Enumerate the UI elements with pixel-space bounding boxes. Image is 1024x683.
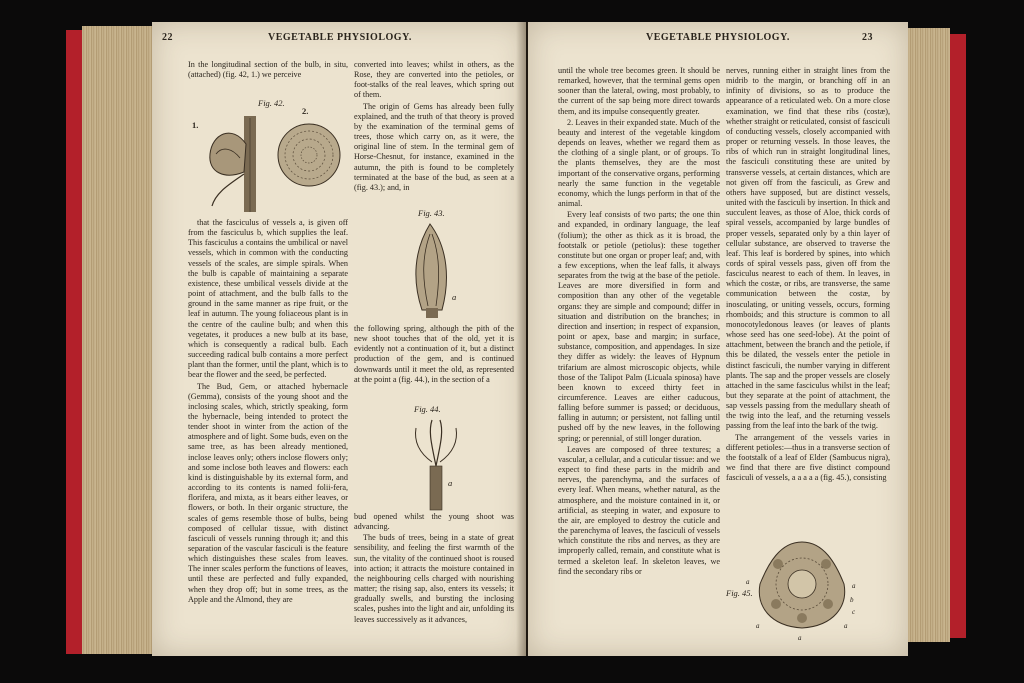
right-page (528, 22, 908, 656)
right-col1-paragraph: until the whole tree becomes green. It should be remarked, however, that the terminal gems open sooner than the lateral, owing, most probably, to the current of the sap being more direct towards them, and its impulse consequently greater. (558, 66, 720, 116)
running-head-left: VEGETABLE PHYSIOLOGY. (268, 32, 412, 43)
left-col1-body (188, 218, 348, 606)
right-col2-body (726, 66, 890, 484)
fig42-label-2: 2. (302, 106, 309, 116)
right-col1-paragraph: 2. Leaves in their expanded state. Much of the beauty and interest of the vegetable kingdom depends on leaves, whether we regard them as the clothing of a single plant, or of groups. To the plants themselves, they are the most important of the conservative organs, performing nearly the same function in the vegetable economy, which the lungs perform in that of the animal. (558, 117, 720, 209)
fig45-caption: Fig. 45. (726, 588, 753, 598)
fig42-label-1: 1. (192, 120, 199, 130)
right-col2-paragraph: The arrangement of the vessels varies in different petioles:—thus in a transverse section of the footstalk of a leaf of Elder (Sambucus nigra), we find that there are five distinct compound fasciculi of vessels, a a a a a (fig. 45.), consisting (726, 432, 890, 483)
left-col2-paragraph: bud opened whilst the young shoot was advancing. (354, 512, 514, 532)
left-col2-paragraph: converted into leaves; whilst in others, as the Rose, they are converted into the petioles, or foot-stalks of the real leaves, which spring out of them. (354, 60, 514, 100)
fig42-caption: Fig. 42. (258, 98, 285, 108)
left-col2-paragraph: The origin of Gems has already been fully explained, and the truth of that theory is proved by the examination of the terminal gems of trees, those which carry on, as it were, the original line of stem. In the terminal gem of Horse-Chesnut, for instance, examined in the autumn, the pith is found to be completely terminated at the base of the bud, as seen at a (fig. 43.); and, in (354, 101, 514, 192)
left-col1-paragraph: The Bud, Gem, or attached hybernacle (Gemma), consists of the young shoot and the inclosing scales, which, strictly speaking, form the hybernacle, being intended to protect the tender shoot in winter from the action of the atmosphere and of light. Some buds, even on the same tree, as has been already mentioned, inclose leaves only; others inclose flowers only; and some inclose both leaves and flowers: each kind is distinguishable by its external form, and according to its contents is named folii-fera, florifera, and mixta, as it bears either leaves, or flowers, or both. In their organic structure, the scales of gems resemble those of bulbs, being composed of cellular tissue, with distinct fasciculi of vessels running through it; and this separation of the vascular fasciculi is the feature which distinguishes these scales from leaves. The inner scales perform the functions of leaves, until these are perfected and fully expanded, when they drop off; but in some trees, as the Apple and the Almond, they are (188, 381, 348, 604)
fig45-label: a (798, 634, 802, 642)
fig45-label: a (756, 622, 760, 630)
page-number-left: 22 (162, 32, 173, 43)
right-col1-paragraph: Leaves are composed of three textures; a vascular, a cellular, and a cuticular tissue: and we expect to find these parts in the midrib and nerves, the parenchyma, and the surfaces of every leaf. When means, whether natural, as the atmosphere, and the moisture contained in it, or artificial, as steeping in water, and exposure to the air, are employed to destroy the cuticle and the parenchyma of leaves, the fasciculi of vessels which constitute the ribs and nerves, as they are improperly called, remain, and constitute what is termed a skeleton leaf. In skeleton leaves, we find the secondary ribs or (558, 444, 720, 576)
running-head-right: VEGETABLE PHYSIOLOGY. (646, 32, 790, 43)
fig44-shoot-illustration (408, 416, 464, 512)
fig43-label-a: a (452, 292, 457, 302)
fig45-petiole-section-illustration (754, 534, 850, 634)
page-edges-right (906, 28, 950, 642)
left-col2-bottom (354, 512, 514, 626)
fig45-label: a (852, 582, 856, 590)
fig45-label: b (850, 596, 854, 604)
right-col1-body (558, 66, 720, 578)
fig44-label-a: a (448, 478, 453, 488)
fig45-label: a (746, 578, 750, 586)
left-col2-mid: the following spring, although the pith of the new shoot touches that of the old, yet it is evidently not a continuation of it, but a distinct production of the gem, and is continued downwards until it meet the old, as represented at the point a (fig. 44.), in the section of a (354, 324, 514, 384)
left-col1-paragraph: that the fasciculus of vessels a, is given off from the fasciculus b, which supplies the leaf. This fasciculus a contains the umbilical or navel vessels, which in common with the conducting vessels of the scales, are simple spirals. When the bulb is capable of maintaining a separate existence, these umbilical vessels divide at the point of attachment, and the bulb falls to the ground in the same manner as ripe fruit, or the leaf in autumn. The young foliaceous plant is in the centre of the cauline bulb; and when this vegetates, it produces a new bulb at its base, which is consequently a radical bulb. Each succeeding radical bulb contains a more perfect plant than the former, until the plant, which is to bear the flower and the seed, be perfected. (188, 218, 348, 380)
left-col2-top (354, 60, 514, 194)
left-col1-top: In the longitudinal section of the bulb, in situ, (attached) (fig. 42, 1.) we perceive (188, 60, 348, 80)
right-col1-paragraph: Every leaf consists of two parts; the one thin and expanded, in ordinary language, the leaf (folium); the other as thick as it is broad, the footstalk or petiole (petiolus): these together constitute but one organ or proper leaf; and, with a few exceptions, when the leaf falls, it always separates from the twig at the base of the petiole. Leaves are more diversified in form and composition than any other of the vegetable organs: they are simple and compound; differ in situation and distribution on the branches; in direction and insertion; in respect of expansion, point or apex, base and margin; in surface, substance, composition, and appendages. In size they differ as widely: the leaves of Hypnum trifarium are almost microscopic objects, while those of the Talipot Palm (Licuala spinosa) have been known to exceed thirty feet in circumference. Leaves are either caducous, falling before summer is passed; or deciduous, falling in autumn; or persistent, not falling until pushed off by the new leaves, in the following spring; or perennial, of still longer duration. (558, 210, 720, 443)
fig45-label: a (844, 622, 848, 630)
fig42-cross-section-illustration (276, 122, 342, 188)
fig45-label: c (852, 608, 856, 616)
fig42-bulb-section-illustration (202, 114, 274, 214)
page-edges-left (82, 26, 154, 654)
page-number-right: 23 (862, 32, 873, 43)
right-col2-paragraph: nerves, running either in straight lines from the midrib to the margin, or branching off in an infinity of divisions, so as to produce the appearance of a reticulated web. On a more close examination, we find that these ribs (costæ), whether straight or reticulated, consist of fasciculi of conducting vessels, closely accompanied with proper or returning vessels. In those leaves, the ribs of which run in straight longitudinal lines, the fasciculi constituting these are united by transverse vessels, at certain distances, which are not given off from the fasciculi, as Grew and others have supposed, but are distinct vessels, united with the fasciculi by insertion. In thick and succulent leaves, as those of Aloe, thick cords of spiral vessels, accompanied by large bundles of proper vessels, separated only by a thin layer of cellular substance, are observed to traverse the leaf. This leaf is bordered by spines, into which cords of spiral vessels pass, given off from the fasciculus nearest to each of them. In leaves, in which the costæ, or ribs, are transverse, the same communication between the costæ, by inosculating, or uniting vessels, occurs, forming rhomboids; and this structure is common to all monocotyledonous leaves (or leaves of plants whose seed has one seed-lobe). At the point of attachment, between the branch and the petiole, if this be dilated, the vessels enter the petiole in distinct fasciculi, the number varying in different plants. The sap and the proper vessels are closely attached in the same fasciculus whilst in the leaf; but they separate at the point of attachment, the sap vessels passing from the medullary sheath of the twig into the leaf, and the returning vessels passing from the leaf into the bark of the twig. (726, 66, 890, 431)
fig43-bud-illustration (410, 220, 464, 320)
fig44-caption: Fig. 44. (414, 404, 441, 414)
left-page (152, 22, 526, 656)
left-col2-paragraph: The buds of trees, being in a state of great sensibility, and feeling the first warmth of the sun, the vitality of the continued shoot is roused into action; it attracts the moisture contained in the neighbouring cells charged with nourishing matter; the rising sap, also, enters its vessels; it gradually swells, and bursting the inclosing scales, pushes into the light and air, unfolding its leaves successively as it advances, (354, 533, 514, 624)
fig43-caption: Fig. 43. (418, 208, 445, 218)
